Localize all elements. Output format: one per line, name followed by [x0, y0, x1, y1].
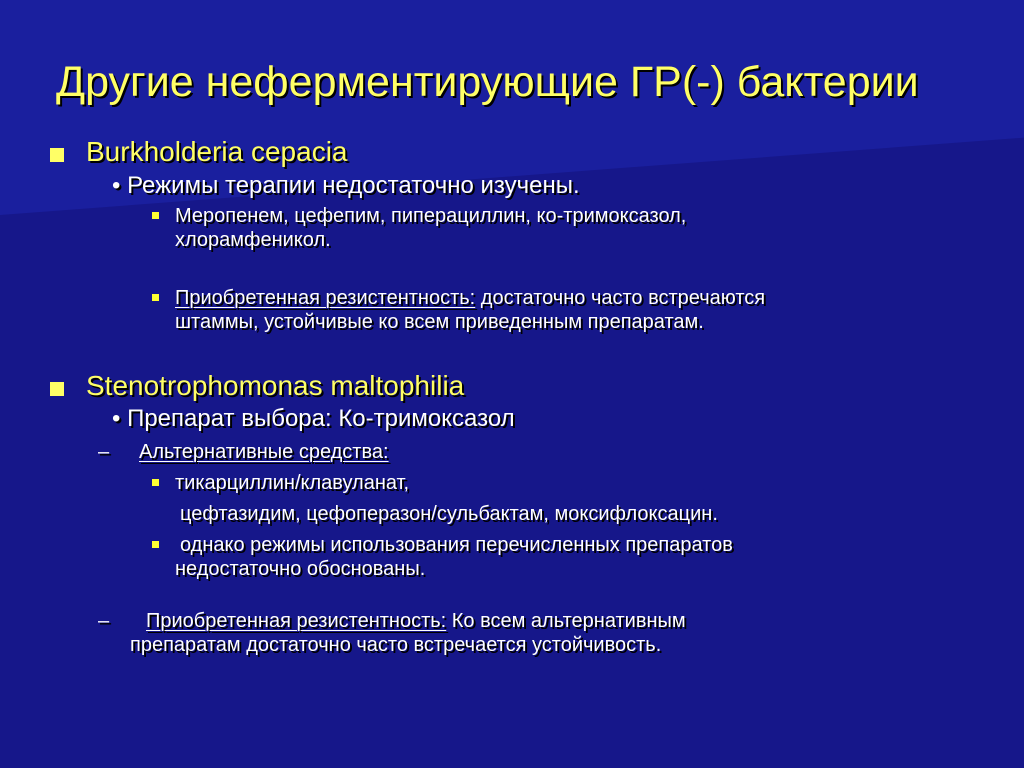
regimen-note	[180, 533, 733, 557]
dash-marker: –	[98, 441, 110, 463]
bullet-point: • Режимы терапии недостаточно изучены.	[112, 172, 580, 199]
small-square-bullet-icon	[152, 212, 159, 219]
regimen-note-line: недостаточно обоснованы.	[175, 558, 426, 580]
resistance-text: Ко всем альтернативным	[446, 610, 686, 632]
alternative-drug-line: тикарциллин/клавуланат,	[175, 472, 410, 494]
resistance-text-line: штаммы, устойчивые ко всем приведенным препаратам.	[175, 311, 704, 333]
resistance-text-line: препаратам достаточно часто встречается устойчивость.	[130, 634, 662, 656]
small-square-bullet-icon	[152, 479, 159, 486]
small-square-bullet-icon	[152, 541, 159, 548]
dash-marker: –	[98, 610, 110, 632]
square-bullet-icon	[50, 382, 64, 396]
resistance-note	[175, 286, 765, 334]
drug-list-line: хлорамфеникол.	[175, 229, 331, 251]
therapy-statement: Режимы терапии недостаточно изучены.	[127, 172, 580, 199]
small-square-bullet-icon	[152, 294, 159, 301]
resistance-label: Приобретенная резистентность:	[175, 287, 476, 309]
drug-list-line: Меропенем, цефепим, пиперациллин, ко-тримоксазол,	[175, 205, 687, 227]
organism-heading-burkholderia: Burkholderia cepacia	[86, 136, 348, 167]
drug-list	[175, 204, 686, 252]
resistance-note-2	[146, 609, 686, 633]
square-bullet-icon	[50, 148, 64, 162]
alternative-drug-line: цефтазидим, цефоперазон/сульбактам, моксифлоксацин.	[180, 503, 718, 525]
resistance-label: Приобретенная резистентность:	[146, 610, 447, 632]
regimen-note-line: однако режимы использования перечисленных препаратов	[180, 534, 733, 556]
slide-title: Другие неферментирующие ГР(-) бактерии	[56, 58, 919, 106]
drug-of-choice: Препарат выбора: Ко-тримоксазол	[127, 405, 515, 432]
organism-heading-stenotrophomonas: Stenotrophomonas maltophilia	[86, 370, 465, 401]
alternative-label: Альтернативные средства:	[139, 441, 389, 463]
resistance-text: достаточно часто встречаются	[475, 287, 766, 309]
bullet-point: • Препарат выбора: Ко-тримоксазол	[112, 405, 515, 432]
